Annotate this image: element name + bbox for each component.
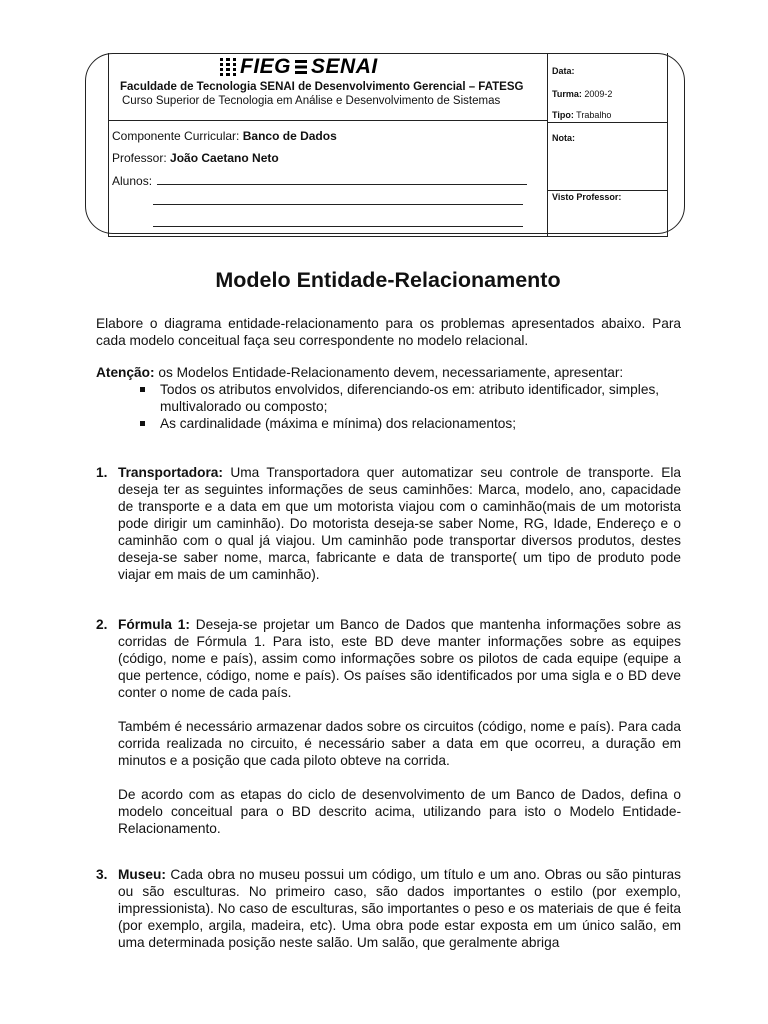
turma-value: 2009-2	[581, 89, 613, 99]
exercise-number: 3.	[96, 867, 108, 882]
list-item: Todos os atributos envolvidos, diferenciando-os em: atributo identificador, simples, multivalorado ou composto;	[140, 381, 685, 415]
visto-label: Visto Professor:	[552, 192, 622, 202]
component-value: Banco de Dados	[242, 129, 337, 143]
professor-label: Professor:	[112, 151, 171, 165]
alunos-field-2[interactable]	[153, 204, 523, 205]
logo-separator-icon	[295, 58, 307, 76]
exercise-label: Fórmula 1:	[118, 617, 190, 632]
logo-text-fieg: FIEG	[240, 55, 292, 78]
header-divider	[547, 53, 548, 237]
exercise-label: Museu:	[118, 867, 166, 882]
alunos-field-3[interactable]	[153, 226, 523, 227]
atencao-label: Atenção:	[96, 365, 155, 380]
header-rule	[547, 190, 667, 191]
tipo-label: Tipo:	[552, 110, 574, 120]
institution-name: Faculdade de Tecnologia SENAI de Desenvolvimento Gerencial – FATESG	[120, 81, 524, 93]
component-label: Componente Curricular:	[112, 129, 243, 143]
header-rule	[108, 120, 547, 121]
list-item: As cardinalidade (máxima e mínima) dos relacionamentos;	[140, 415, 685, 432]
atencao-text: os Modelos Entidade-Relacionamento devem, necessariamente, apresentar:	[154, 365, 624, 380]
alunos-line	[112, 173, 527, 188]
fieg-emblem-icon	[220, 58, 236, 76]
professor-value: João Caetano Neto	[170, 151, 279, 165]
exercise-item	[96, 616, 681, 837]
atencao-paragraph	[96, 364, 681, 381]
alunos-label: Alunos:	[112, 174, 156, 188]
component-line	[112, 129, 337, 143]
logo-text-senai: SENAI	[311, 55, 378, 78]
turma-label: Turma:	[552, 89, 582, 99]
turma-field	[552, 89, 612, 99]
nota-label: Nota:	[552, 133, 575, 143]
data-field	[552, 66, 575, 76]
exercise-number: 1.	[96, 465, 108, 480]
tipo-field	[552, 110, 611, 120]
exercise-text	[118, 464, 681, 583]
visto-field	[552, 192, 621, 202]
exercise-label: Transportadora:	[118, 465, 223, 480]
nota-field	[552, 133, 575, 143]
intro-paragraph: Elabore o diagrama entidade-relacionamento para os problemas apresentados abaixo. Para cada modelo conceitual faça seu correspondente no modelo relacional.	[96, 316, 681, 348]
exercise-text	[118, 616, 681, 837]
exercise-item	[96, 866, 681, 951]
document-title: Modelo Entidade-Relacionamento	[215, 268, 561, 292]
exercise-item	[96, 464, 681, 583]
exercise-number: 2.	[96, 617, 108, 632]
tipo-value: Trabalho	[573, 110, 612, 120]
data-label: Data:	[552, 66, 575, 76]
professor-line	[112, 151, 279, 165]
exercise-body: Cada obra no museu possui um código, um título e um ano. Obras ou são pinturas ou são esculturas. No primeiro caso, são dados importantes o estilo (por exemplo, impressionista). No caso de esculturas, são importantes o peso e os materiais de que é feita (por exemplo, argila, madeira, etc). Uma obra pode estar exposta em um único salão, em uma determinada posição neste salão. Um salão, que geralmente abriga	[118, 867, 681, 950]
fieg-senai-logo	[220, 56, 378, 78]
exercise-paragraph: Também é necessário armazenar dados sobre os circuitos (código, nome e país). Para cada corrida realizada no circuito, é necessário saber a data em que ocorreu, a duração em minutos e a posição que cada piloto obteve na corrida.	[118, 719, 681, 768]
header-rule	[547, 122, 667, 123]
exercise-text	[118, 866, 681, 951]
requirements-list	[140, 381, 685, 432]
exercise-body: Deseja-se projetar um Banco de Dados que mantenha informações sobre as corridas de Fórmula 1. Para isto, este BD deve manter informações sobre as equipes (código, nome e país), assim como informações sobre os pilotos de cada equipe (equipe a que pertence, código, nome e país). Os países são identificados por uma sigla e o BD deve conter o nome de cada país.	[118, 617, 681, 700]
course-name: Curso Superior de Tecnologia em Análise e Desenvolvimento de Sistemas	[122, 95, 501, 107]
exercise-body: Uma Transportadora quer automatizar seu controle de transporte. Ela deseja ter as seguintes informações de seus caminhões: Marca, modelo, ano, capacidade de transporte e a data em que um motorista viajou com o caminhão(mais de um motorista pode dirigir um caminhão). Do motorista deseja-se saber Nome, RG, Idade, Endereço e o caminhão com o qual já viajou. Um caminhão pode transportar diversos produtos, destes deseja-se saber nome, marca, fabricante e data de transporte( um tipo de produto pode viajar em mais de um caminhão).	[118, 465, 681, 582]
alunos-field-1[interactable]	[157, 173, 527, 185]
exercise-paragraph: De acordo com as etapas do ciclo de desenvolvimento de um Banco de Dados, defina o modelo conceitual para o BD descrito acima, utilizando para isto o Modelo Entidade-Relacionamento.	[118, 787, 681, 836]
